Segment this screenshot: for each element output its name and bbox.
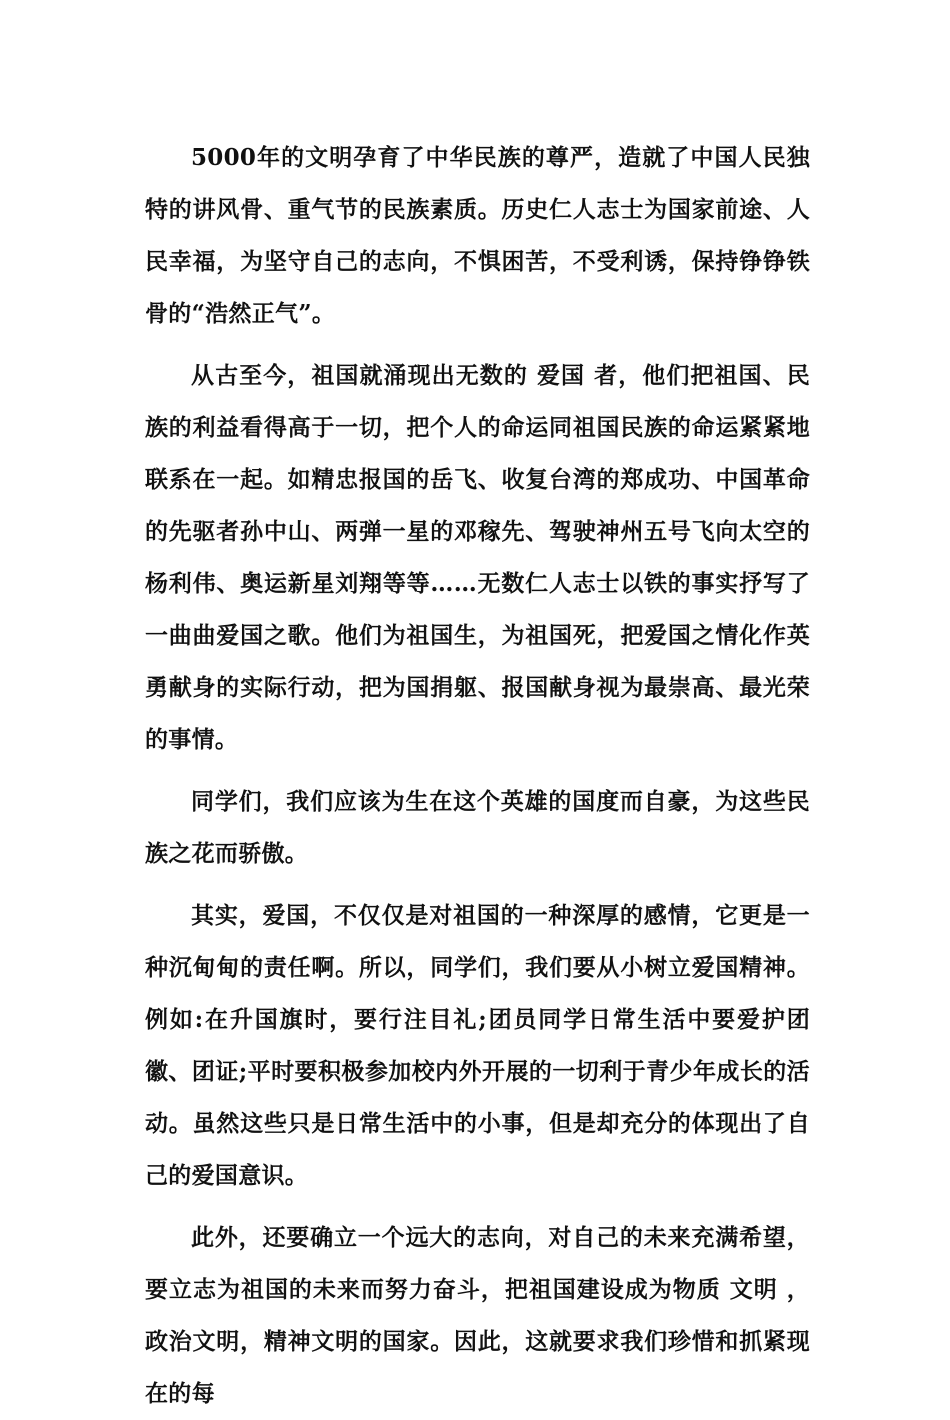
paragraph-2: 从古至今，祖国就涌现出无数的 爱国 者，他们把祖国、民族的利益看得高于一切，把个人的命运同祖国民族的命运紧紧地联系在一起。如精忠报国的岳飞、收复台湾的郑成功、中国革命的先驱者孙中山、两弹一星的邓稼先、驾驶神州五号飞向太空的杨利伟、奥运新星刘翔等等……无数仁人志士以铁的事实抒写了一曲曲爱国之歌。他们为祖国生，为祖国死，把爱国之情化作英勇献身的实际行动，把为国捐躯、报国献身视为最崇高、最光荣的事情。 (145, 362, 810, 753)
paragraph-5: 此外，还要确立一个远大的志向，对自己的未来充满希望，要立志为祖国的未来而努力奋斗，把祖国建设成为物质 文明 ，政治文明，精神文明的国家。因此，这就要求我们珍惜和抓紧现在的每 (145, 1224, 810, 1407)
paragraph-3: 同学们，我们应该为生在这个英雄的国度而自豪，为这些民族之花而骄傲。 (145, 788, 810, 867)
paragraph-4: 其实，爱国，不仅仅是对祖国的一种深厚的感情，它更是一种沉甸甸的责任啊。所以，同学们，我们要从小树立爱国精神。例如:在升国旗时，要行注目礼;团员同学日常生活中要爱护团徽、团证;平时要积极参加校内外开展的一切利于青少年成长的活动。虽然这些只是日常生活中的小事，但是却充分的体现出了自己的爱国意识。 (145, 902, 810, 1189)
paragraph-1: 5000年的文明孕育了中华民族的尊严，造就了中国人民独特的讲风骨、重气节的民族素质。历史仁人志士为国家前途、人民幸福，为坚守自己的志向，不惧困苦，不受利诱，保持铮铮铁骨的“浩然正气”。 (145, 144, 810, 327)
document-body (145, 132, 810, 1420)
